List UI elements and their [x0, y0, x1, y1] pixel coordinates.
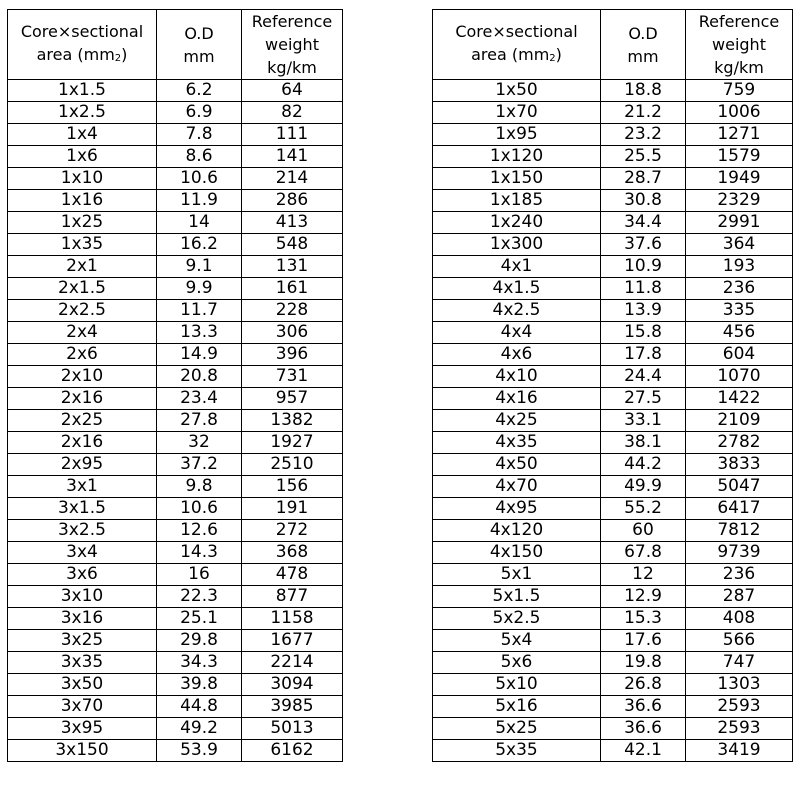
- cell-od: 53.9: [157, 740, 242, 762]
- cell-core-section: 3x16: [8, 608, 157, 630]
- header-row: [8, 10, 343, 80]
- cell-od: 6.9: [157, 102, 242, 124]
- header-od: [601, 10, 686, 80]
- cell-weight: 3094: [242, 674, 343, 696]
- table-row: [433, 146, 793, 168]
- table-row: [8, 322, 343, 344]
- cell-core-section: 2x16: [8, 432, 157, 454]
- cell-od: 17.6: [601, 630, 686, 652]
- table-row: [433, 498, 793, 520]
- cell-od: 22.3: [157, 586, 242, 608]
- cell-od: 30.8: [601, 190, 686, 212]
- cell-weight: 3833: [686, 454, 793, 476]
- table-row: [8, 168, 343, 190]
- cell-core-section: 1x35: [8, 234, 157, 256]
- cell-weight: 396: [242, 344, 343, 366]
- cell-weight: 214: [242, 168, 343, 190]
- cell-core-section: 4x1: [433, 256, 601, 278]
- cell-core-section: 4x2.5: [433, 300, 601, 322]
- table-row: [8, 212, 343, 234]
- cell-core-section: 3x95: [8, 718, 157, 740]
- cell-core-section: 2x10: [8, 366, 157, 388]
- cell-od: 23.2: [601, 124, 686, 146]
- cell-od: 13.3: [157, 322, 242, 344]
- cell-core-section: 4x25: [433, 410, 601, 432]
- cell-weight: 566: [686, 630, 793, 652]
- cell-weight: 604: [686, 344, 793, 366]
- cell-weight: 2991: [686, 212, 793, 234]
- cell-core-section: 1x1.5: [8, 80, 157, 102]
- cell-core-section: 5x1.5: [433, 586, 601, 608]
- table-row: [433, 300, 793, 322]
- cell-od: 9.9: [157, 278, 242, 300]
- cell-od: 27.5: [601, 388, 686, 410]
- table-row: [433, 740, 793, 762]
- cell-core-section: 1x240: [433, 212, 601, 234]
- table-row: [433, 718, 793, 740]
- table-row: [8, 674, 343, 696]
- table-row: [8, 652, 343, 674]
- cell-core-section: 2x6: [8, 344, 157, 366]
- table-row: [433, 608, 793, 630]
- cell-od: 42.1: [601, 740, 686, 762]
- cell-weight: 236: [686, 564, 793, 586]
- cell-od: 11.7: [157, 300, 242, 322]
- table-row: [8, 410, 343, 432]
- cell-od: 16.2: [157, 234, 242, 256]
- table-row: [8, 454, 343, 476]
- cell-weight: 64: [242, 80, 343, 102]
- header-od-line1: O.D: [184, 23, 214, 43]
- cell-od: 39.8: [157, 674, 242, 696]
- cell-core-section: 3x1.5: [8, 498, 157, 520]
- cell-od: 49.9: [601, 476, 686, 498]
- table-row: [433, 124, 793, 146]
- cell-weight: 368: [242, 542, 343, 564]
- header-weight-line3: kg/km: [267, 58, 317, 77]
- cell-weight: 236: [686, 278, 793, 300]
- cell-od: 29.8: [157, 630, 242, 652]
- cell-core-section: 2x16: [8, 388, 157, 410]
- cell-weight: 272: [242, 520, 343, 542]
- table-row: [433, 234, 793, 256]
- cell-weight: 1303: [686, 674, 793, 696]
- cell-weight: 1006: [686, 102, 793, 124]
- table-row: [433, 652, 793, 674]
- cell-od: 32: [157, 432, 242, 454]
- cell-weight: 1677: [242, 630, 343, 652]
- cell-core-section: 1x120: [433, 146, 601, 168]
- table-row: [433, 674, 793, 696]
- cell-weight: 6162: [242, 740, 343, 762]
- table-row: [8, 278, 343, 300]
- cell-core-section: 4x70: [433, 476, 601, 498]
- table-row: [433, 322, 793, 344]
- cell-od: 14.3: [157, 542, 242, 564]
- cell-weight: 2510: [242, 454, 343, 476]
- cell-od: 27.8: [157, 410, 242, 432]
- cell-core-section: 2x1.5: [8, 278, 157, 300]
- table-row: [433, 190, 793, 212]
- header-od-line2: mm: [183, 46, 215, 66]
- table-row: [433, 520, 793, 542]
- cell-od: 25.1: [157, 608, 242, 630]
- cell-core-section: 5x25: [433, 718, 601, 740]
- cell-core-section: 1x25: [8, 212, 157, 234]
- cell-core-section: 5x1: [433, 564, 601, 586]
- cell-core-section: 5x16: [433, 696, 601, 718]
- table-row: [8, 300, 343, 322]
- cell-od: 10.6: [157, 498, 242, 520]
- cell-weight: 2593: [686, 696, 793, 718]
- cell-od: 44.8: [157, 696, 242, 718]
- cell-core-section: 4x1.5: [433, 278, 601, 300]
- cell-od: 49.2: [157, 718, 242, 740]
- table-row: [433, 102, 793, 124]
- header-weight-line2: weight: [712, 35, 766, 54]
- cell-od: 67.8: [601, 542, 686, 564]
- table-row: [433, 410, 793, 432]
- cell-weight: 3985: [242, 696, 343, 718]
- cell-core-section: 1x4: [8, 124, 157, 146]
- header-weight: [686, 10, 793, 80]
- table-row: [433, 344, 793, 366]
- cell-core-section: 1x10: [8, 168, 157, 190]
- cell-weight: 1927: [242, 432, 343, 454]
- table-row: [433, 564, 793, 586]
- cell-od: 12.9: [601, 586, 686, 608]
- cell-core-section: 5x4: [433, 630, 601, 652]
- table-row: [433, 432, 793, 454]
- cell-weight: 478: [242, 564, 343, 586]
- cell-od: 9.1: [157, 256, 242, 278]
- header-weight: [242, 10, 343, 80]
- cell-od: 16: [157, 564, 242, 586]
- cell-weight: 1271: [686, 124, 793, 146]
- header-od: [157, 10, 242, 80]
- cell-od: 10.9: [601, 256, 686, 278]
- table-row: [8, 476, 343, 498]
- cell-od: 34.3: [157, 652, 242, 674]
- cell-od: 9.8: [157, 476, 242, 498]
- cell-core-section: 5x2.5: [433, 608, 601, 630]
- cell-core-section: 3x4: [8, 542, 157, 564]
- cell-weight: 5013: [242, 718, 343, 740]
- header-od-line2: mm: [627, 46, 659, 66]
- cell-weight: 2782: [686, 432, 793, 454]
- cell-core-section: 3x35: [8, 652, 157, 674]
- cell-weight: 877: [242, 586, 343, 608]
- cell-core-section: 1x2.5: [8, 102, 157, 124]
- table-row: [433, 454, 793, 476]
- table-row: [8, 630, 343, 652]
- header-core-sub: 2: [114, 52, 122, 64]
- cell-core-section: 4x95: [433, 498, 601, 520]
- table-row: [433, 542, 793, 564]
- cell-weight: 3419: [686, 740, 793, 762]
- cell-core-section: 5x6: [433, 652, 601, 674]
- cell-weight: 2593: [686, 718, 793, 740]
- header-core-line2b: ): [121, 44, 128, 64]
- cell-weight: 1158: [242, 608, 343, 630]
- table-row: [8, 498, 343, 520]
- header-core-section: [433, 10, 601, 80]
- cell-core-section: 3x6: [8, 564, 157, 586]
- cell-core-section: 4x50: [433, 454, 601, 476]
- table-row: [433, 388, 793, 410]
- cell-weight: 228: [242, 300, 343, 322]
- cell-od: 44.2: [601, 454, 686, 476]
- table-row: [8, 256, 343, 278]
- table-row: [433, 696, 793, 718]
- cell-weight: 1382: [242, 410, 343, 432]
- cell-core-section: 2x25: [8, 410, 157, 432]
- cell-weight: 191: [242, 498, 343, 520]
- table-row: [8, 432, 343, 454]
- cell-od: 36.6: [601, 696, 686, 718]
- cell-core-section: 2x95: [8, 454, 157, 476]
- table-row: [8, 718, 343, 740]
- header-weight-line1: Reference: [698, 12, 780, 31]
- header-core-line2: [8, 43, 156, 70]
- cell-od: 23.4: [157, 388, 242, 410]
- header-weight-line3: kg/km: [714, 58, 764, 77]
- header-core-line2a: area (mm: [36, 44, 115, 64]
- cell-core-section: 3x1: [8, 476, 157, 498]
- cell-weight: 759: [686, 80, 793, 102]
- cell-core-section: 1x150: [433, 168, 601, 190]
- cell-weight: 413: [242, 212, 343, 234]
- table-row: [8, 80, 343, 102]
- cell-od: 13.9: [601, 300, 686, 322]
- header-core-line2b: ): [555, 44, 562, 64]
- cell-core-section: 1x70: [433, 102, 601, 124]
- table-row: [8, 520, 343, 542]
- cell-od: 33.1: [601, 410, 686, 432]
- table-row: [8, 190, 343, 212]
- cell-od: 21.2: [601, 102, 686, 124]
- header-core-line1: Core×sectional: [20, 21, 144, 41]
- cell-core-section: 4x150: [433, 542, 601, 564]
- cell-od: 15.3: [601, 608, 686, 630]
- cell-od: 14.9: [157, 344, 242, 366]
- cell-od: 26.8: [601, 674, 686, 696]
- header-core-line2a: area (mm: [471, 44, 550, 64]
- table-row: [433, 630, 793, 652]
- cell-weight: 6417: [686, 498, 793, 520]
- table-row: [433, 256, 793, 278]
- cell-core-section: 1x16: [8, 190, 157, 212]
- cell-od: 24.4: [601, 366, 686, 388]
- table-row: [8, 124, 343, 146]
- header-weight-line1: Reference: [251, 12, 333, 31]
- cell-od: 12.6: [157, 520, 242, 542]
- header-od-line1: O.D: [628, 23, 658, 43]
- cell-weight: 2214: [242, 652, 343, 674]
- cell-core-section: 3x70: [8, 696, 157, 718]
- cell-od: 14: [157, 212, 242, 234]
- cell-od: 60: [601, 520, 686, 542]
- cell-weight: 161: [242, 278, 343, 300]
- table-row: [8, 740, 343, 762]
- table-row: [8, 388, 343, 410]
- cell-weight: 131: [242, 256, 343, 278]
- cell-weight: 1422: [686, 388, 793, 410]
- cell-core-section: 4x120: [433, 520, 601, 542]
- cell-weight: 456: [686, 322, 793, 344]
- cell-core-section: 3x50: [8, 674, 157, 696]
- cell-core-section: 5x10: [433, 674, 601, 696]
- cell-core-section: 4x10: [433, 366, 601, 388]
- cell-weight: 193: [686, 256, 793, 278]
- table-row: [8, 696, 343, 718]
- header-row: [433, 10, 793, 80]
- cell-core-section: 4x16: [433, 388, 601, 410]
- cell-weight: 156: [242, 476, 343, 498]
- table-row: [433, 366, 793, 388]
- cell-weight: 7812: [686, 520, 793, 542]
- cell-weight: 2329: [686, 190, 793, 212]
- cell-core-section: 4x4: [433, 322, 601, 344]
- cell-core-section: 1x6: [8, 146, 157, 168]
- cell-weight: 731: [242, 366, 343, 388]
- cell-weight: 306: [242, 322, 343, 344]
- cell-weight: 747: [686, 652, 793, 674]
- cell-weight: 548: [242, 234, 343, 256]
- cell-weight: 408: [686, 608, 793, 630]
- cell-od: 36.6: [601, 718, 686, 740]
- cell-weight: 1579: [686, 146, 793, 168]
- cell-weight: 957: [242, 388, 343, 410]
- cell-od: 15.8: [601, 322, 686, 344]
- table-body: [433, 80, 793, 762]
- cell-weight: 286: [242, 190, 343, 212]
- cell-od: 25.5: [601, 146, 686, 168]
- header-core-line2: [433, 43, 600, 70]
- table-row: [433, 80, 793, 102]
- cell-weight: 111: [242, 124, 343, 146]
- header-core-section: [8, 10, 157, 80]
- cell-od: 6.2: [157, 80, 242, 102]
- table-row: [8, 586, 343, 608]
- cable-spec-table-left: [7, 9, 343, 762]
- table-row: [433, 168, 793, 190]
- cell-core-section: 5x35: [433, 740, 601, 762]
- table-row: [433, 212, 793, 234]
- cable-spec-table-right: [432, 9, 793, 762]
- cell-weight: 1070: [686, 366, 793, 388]
- table-row: [433, 278, 793, 300]
- cell-od: 11.9: [157, 190, 242, 212]
- table-row: [8, 234, 343, 256]
- cell-core-section: 4x6: [433, 344, 601, 366]
- cell-od: 19.8: [601, 652, 686, 674]
- table-row: [433, 476, 793, 498]
- table-body: [8, 80, 343, 762]
- cell-od: 12: [601, 564, 686, 586]
- cell-core-section: 2x2.5: [8, 300, 157, 322]
- cell-od: 17.8: [601, 344, 686, 366]
- cell-core-section: 1x300: [433, 234, 601, 256]
- cell-core-section: 3x150: [8, 740, 157, 762]
- cell-core-section: 1x50: [433, 80, 601, 102]
- cell-od: 28.7: [601, 168, 686, 190]
- cell-od: 10.6: [157, 168, 242, 190]
- cell-od: 8.6: [157, 146, 242, 168]
- cell-od: 11.8: [601, 278, 686, 300]
- table-row: [8, 146, 343, 168]
- cell-od: 18.8: [601, 80, 686, 102]
- table-row: [8, 344, 343, 366]
- cell-core-section: 3x25: [8, 630, 157, 652]
- cell-od: 20.8: [157, 366, 242, 388]
- cell-weight: 2109: [686, 410, 793, 432]
- cell-core-section: 2x4: [8, 322, 157, 344]
- cell-weight: 1949: [686, 168, 793, 190]
- cell-od: 37.6: [601, 234, 686, 256]
- header-weight-line2: weight: [265, 35, 319, 54]
- cell-od: 37.2: [157, 454, 242, 476]
- cell-core-section: 4x35: [433, 432, 601, 454]
- cell-od: 55.2: [601, 498, 686, 520]
- cell-weight: 364: [686, 234, 793, 256]
- cell-core-section: 2x1: [8, 256, 157, 278]
- header-core-sub: 2: [549, 52, 556, 64]
- cell-weight: 9739: [686, 542, 793, 564]
- table-row: [8, 542, 343, 564]
- table-row: [8, 102, 343, 124]
- cell-weight: 335: [686, 300, 793, 322]
- table-row: [8, 564, 343, 586]
- cell-od: 7.8: [157, 124, 242, 146]
- table-row: [8, 608, 343, 630]
- cell-weight: 82: [242, 102, 343, 124]
- cell-core-section: 1x185: [433, 190, 601, 212]
- cell-core-section: 1x95: [433, 124, 601, 146]
- cell-weight: 287: [686, 586, 793, 608]
- table-row: [8, 366, 343, 388]
- cell-od: 38.1: [601, 432, 686, 454]
- table-row: [433, 586, 793, 608]
- cell-core-section: 3x10: [8, 586, 157, 608]
- cell-weight: 5047: [686, 476, 793, 498]
- header-core-line1: Core×sectional: [455, 21, 578, 41]
- cell-weight: 141: [242, 146, 343, 168]
- cell-core-section: 3x2.5: [8, 520, 157, 542]
- cell-od: 34.4: [601, 212, 686, 234]
